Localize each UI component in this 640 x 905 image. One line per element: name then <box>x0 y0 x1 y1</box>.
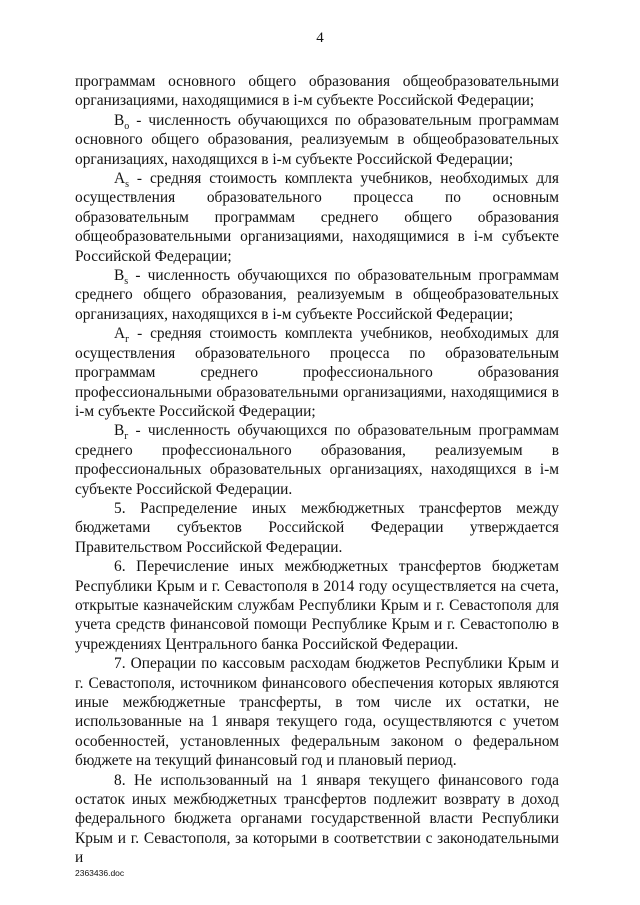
document-body <box>75 72 559 868</box>
paragraph-clause-7 <box>75 654 559 770</box>
paragraph-text: 7. Операции по кассовым расходам бюджетов Республики Крым и г. Севастополя, источником финансового обеспечения которых являются иные межбюджетные трансферты, в том числе их остатки, не использованные на 1 января текущего года, осуществляются с учетом особенностей, установленных федеральным законом о федеральном бюджете на текущий финансовый год и плановый период. <box>75 655 559 770</box>
footer-filename: 2363436.doc <box>75 868 125 878</box>
paragraph-text: 5. Распределение иных межбюджетных трансфертов между бюджетами субъектов Российской Федерации утверждается Правительством Российской Федерации. <box>75 499 559 556</box>
variable-subscript: s <box>124 276 129 288</box>
paragraph-variable-definition <box>75 169 559 266</box>
paragraph-variable-definition <box>75 266 559 324</box>
variable-symbol: B <box>114 267 125 285</box>
variable-subscript: г <box>124 431 129 443</box>
paragraph-clause-6 <box>75 557 559 654</box>
paragraph-variable-definition <box>75 324 559 421</box>
variable-subscript: г <box>125 334 130 346</box>
paragraph-text: 8. Не использованный на 1 января текущего финансового года остаток иных межбюджетных трансфертов подлежит возврату в доход федерального бюджета органами государственной власти Республики Крым и г. Севастополя, за которыми в соответствии с законодательными и <box>75 771 559 867</box>
paragraph-clause-5 <box>75 499 559 557</box>
variable-symbol: B <box>114 422 125 440</box>
page-number: 4 <box>316 30 324 46</box>
variable-subscript: s <box>125 179 130 191</box>
variable-symbol: A <box>114 325 126 343</box>
paragraph-variable-definition <box>75 111 559 169</box>
paragraph-text: - численность обучающихся по образовательным программам среднего профессионального образования, реализуемым в профессиональных образовательных организациях, находящихся в i-м субъекте Российской Федерации. <box>75 422 559 498</box>
paragraph-variable-definition <box>75 421 559 499</box>
paragraph-clause-8 <box>75 771 559 868</box>
paragraph-text: - численность обучающихся по образовательным программам среднего общего образования, реализуемым в общеобразовательных организациях, находящихся в i-м субъекте Российской Федерации; <box>75 267 559 323</box>
paragraph-text: - средняя стоимость комплекта учебников, необходимых для осуществления образовательного процесса по основным образовательным программам среднего общего образования общеобразовательными организациями, находящимися в i-м субъекте Российской Федерации; <box>75 170 559 265</box>
variable-symbol: B <box>114 111 125 129</box>
paragraph-text: программам основного общего образования общеобразовательными организациями, находящимися в i-м субъекте Российской Федерации; <box>75 73 559 110</box>
paragraph-text: 6. Перечисление иных межбюджетных трансфертов бюджетам Республики Крым и г. Севастополя в 2014 году осуществляется на счета, открытые казначейским службам Республики Крым и г. Севастополя для учета средств финансовой помощи Республике Крым и г. Севастополю в учреждениях Центрального банка Российской Федерации. <box>75 558 559 653</box>
variable-symbol: A <box>114 170 126 188</box>
variable-subscript: o <box>124 120 130 132</box>
paragraph-text: - средняя стоимость комплекта учебников, необходимых для осуществления образовательного процесса по образовательным программам среднего профессионального образования профессиональными образовательными организациями, находящимися в i-м субъекте Российской Федерации; <box>75 325 559 420</box>
paragraph-text: - численность обучающихся по образовательным программам основного общего образования, реализуемым в общеобразовательных организациях, находящихся в i-м субъекте Российской Федерации; <box>75 111 559 168</box>
paragraph <box>75 72 559 111</box>
